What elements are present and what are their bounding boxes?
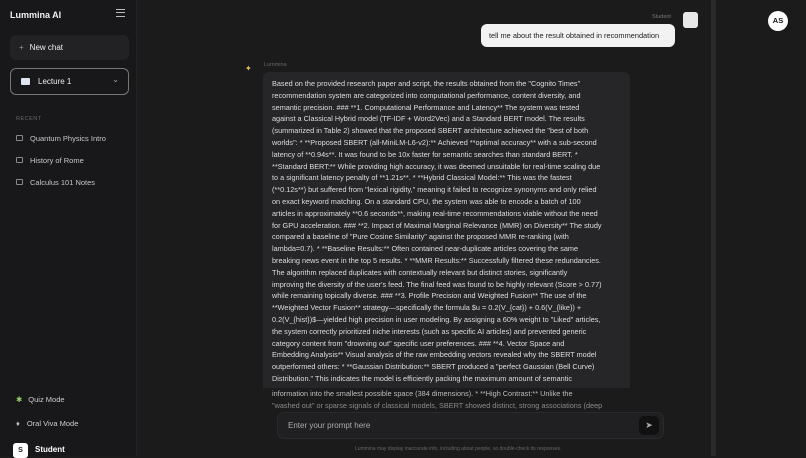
message-line: worlds": * **Proposed SBERT (all-MiniLM-L6-v2):** Achieved **optimal accuracy** with a sub-second [272,137,597,147]
message-line: "washed out" or sparse signals of classical models, SBERT showed distinct, strong associations (deep [272,400,603,410]
message-line: Embedding Analysis** Visual analysis of the raw embedding vectors revealed why the SBERT model [272,350,597,360]
message-line: for GPU acceleration. ### **2. Impact of Maximal Marginal Relevance (MMR) on Diversity** The study [272,220,602,230]
user-message: tell me about the result obtained in recommendation [481,24,675,47]
message-line: **Standard BERT:** While providing high accuracy, it was deemed unsuitable for real-time scaling due [272,161,601,171]
message-line: the system correctly prioritized niche interests (such as specific AI articles) and prevented generic [272,326,587,336]
message-line: information into the smallest possible space (384 dimensions). * **High Contrast:** Unlike the [272,389,573,398]
book-icon [21,78,30,85]
lecture-select[interactable] [10,68,129,95]
message-line: latency of **0.94s**. It was found to be 10x faster for semantic searches than standard BERT. * [272,149,578,159]
account-avatar[interactable]: AS [768,11,788,31]
oral-viva-mode-label: Oral Viva Mode [26,419,79,428]
user-avatar [683,12,698,28]
assistant-message-overflow [263,388,630,411]
sidebar [0,0,137,456]
menu-icon[interactable] [116,9,125,17]
new-chat-label: New chat [29,43,64,52]
message-line: semantic precision. ### **1. Computational Performance and Latency** The system was tested [272,102,580,112]
message-line: (**0.12s**) but suffered from "lexical rigidity," meaning it failed to recognize synonyms and only relied [272,185,597,195]
chat-icon [16,179,23,185]
message-line: improving the diversity of the user's feed. The final feed was found to be highly relevant (Score > 0.77) [272,279,602,289]
history-item-label: Calculus 101 Notes [30,178,96,187]
history-item[interactable] [16,156,84,165]
send-icon: ➤ [645,420,653,430]
user-message-label: Student [652,14,671,20]
prompt-input[interactable] [288,421,628,430]
recent-heading: RECENT [16,116,42,122]
chevron-down-icon: ⌄ [112,75,119,84]
quiz-mode-button[interactable] [16,395,65,404]
message-line: Based on the provided research paper and script, the results obtained from the "Cognito Times" [272,79,581,88]
right-panel [716,0,806,456]
history-item-label: History of Rome [30,156,84,165]
microphone-icon: ♦ [16,419,20,428]
avatar: S [13,443,28,458]
new-chat-button[interactable] [10,35,129,60]
message-line: articles in approximately **0.6 seconds**, making real-time recommendations viable without the need [272,208,598,218]
message-line: recommendation system are categorized into computational performance, content diversity, and [272,90,581,100]
message-line: **Weighted Vector Fusion** strategy—specifically the formula $u = 0.2(V_{cat}) + 0.6(V_{like}) + [272,303,582,313]
history-item[interactable] [16,178,95,187]
plus-icon: + [19,43,24,52]
puzzle-icon: ✱ [16,395,23,404]
quiz-mode-label: Quiz Mode [28,395,65,404]
send-button[interactable] [639,416,659,435]
message-line: to a significant latency penalty of **1.21s**. * **Hybrid Classical Model:** This was the fastest [272,173,572,183]
user-name: Student [35,445,65,454]
prompt-box [277,412,664,439]
message-line: Distribution." This indicates the model is efficiently packing the maximum amount of semantic [272,373,573,383]
assistant-label: Lummina [264,62,287,68]
chat-icon [16,157,23,163]
sparkle-icon: ✦ [245,64,252,73]
message-line: breaking news event in the top 5 results. * **MMR Results:** Successfully filtered these redundancies. [272,255,601,265]
message-line: lambda=0.7). * **Baseline Results:** Often contained near-duplicate articles covering the same [272,244,579,254]
app-title: Lummina AI [10,10,62,20]
message-line: compared a baseline of "Pure Cosine Similarity" against the proposed MMR re-ranking (with [272,232,569,242]
message-line: on exact keyword matching. On a standard CPU, the system was able to encode a batch of 100 [272,196,581,206]
message-line: 0.2(V_{hist})$—yielded high precision in user modeling. By assigning a 60% weight to "Liked" articles, [272,314,601,324]
history-item-label: Quantum Physics Intro [30,134,106,143]
history-item[interactable] [16,134,106,143]
message-line: while remaining topically diverse. ### **3. Profile Precision and Weighted Fusion** The use of the [272,291,587,301]
disclaimer: Lummina may display inaccurate info, including about people, so double-check its responses. [355,446,562,452]
message-line: outperformed others: * **Gaussian Distribution:** SBERT produced a "perfect Gaussian (Bell Curve) [272,362,595,372]
lecture-label: Lecture 1 [38,77,72,86]
message-line: (summarized in Table 2) showed that the proposed SBERT architecture achieved the "best of both [272,126,589,136]
message-line: category content from "drowning out" specific user preferences. ### **4. Vector Space and [272,338,565,348]
assistant-message [263,72,630,388]
message-line: The algorithm replaced duplicates with contextually relevant but distinct stories, significantly [272,267,568,277]
chat-icon [16,135,23,141]
message-line: against a Classical Hybrid model (TF-IDF + Word2Vec) and a Standard BERT model. The results [272,114,585,124]
oral-viva-mode-button[interactable] [16,419,78,428]
